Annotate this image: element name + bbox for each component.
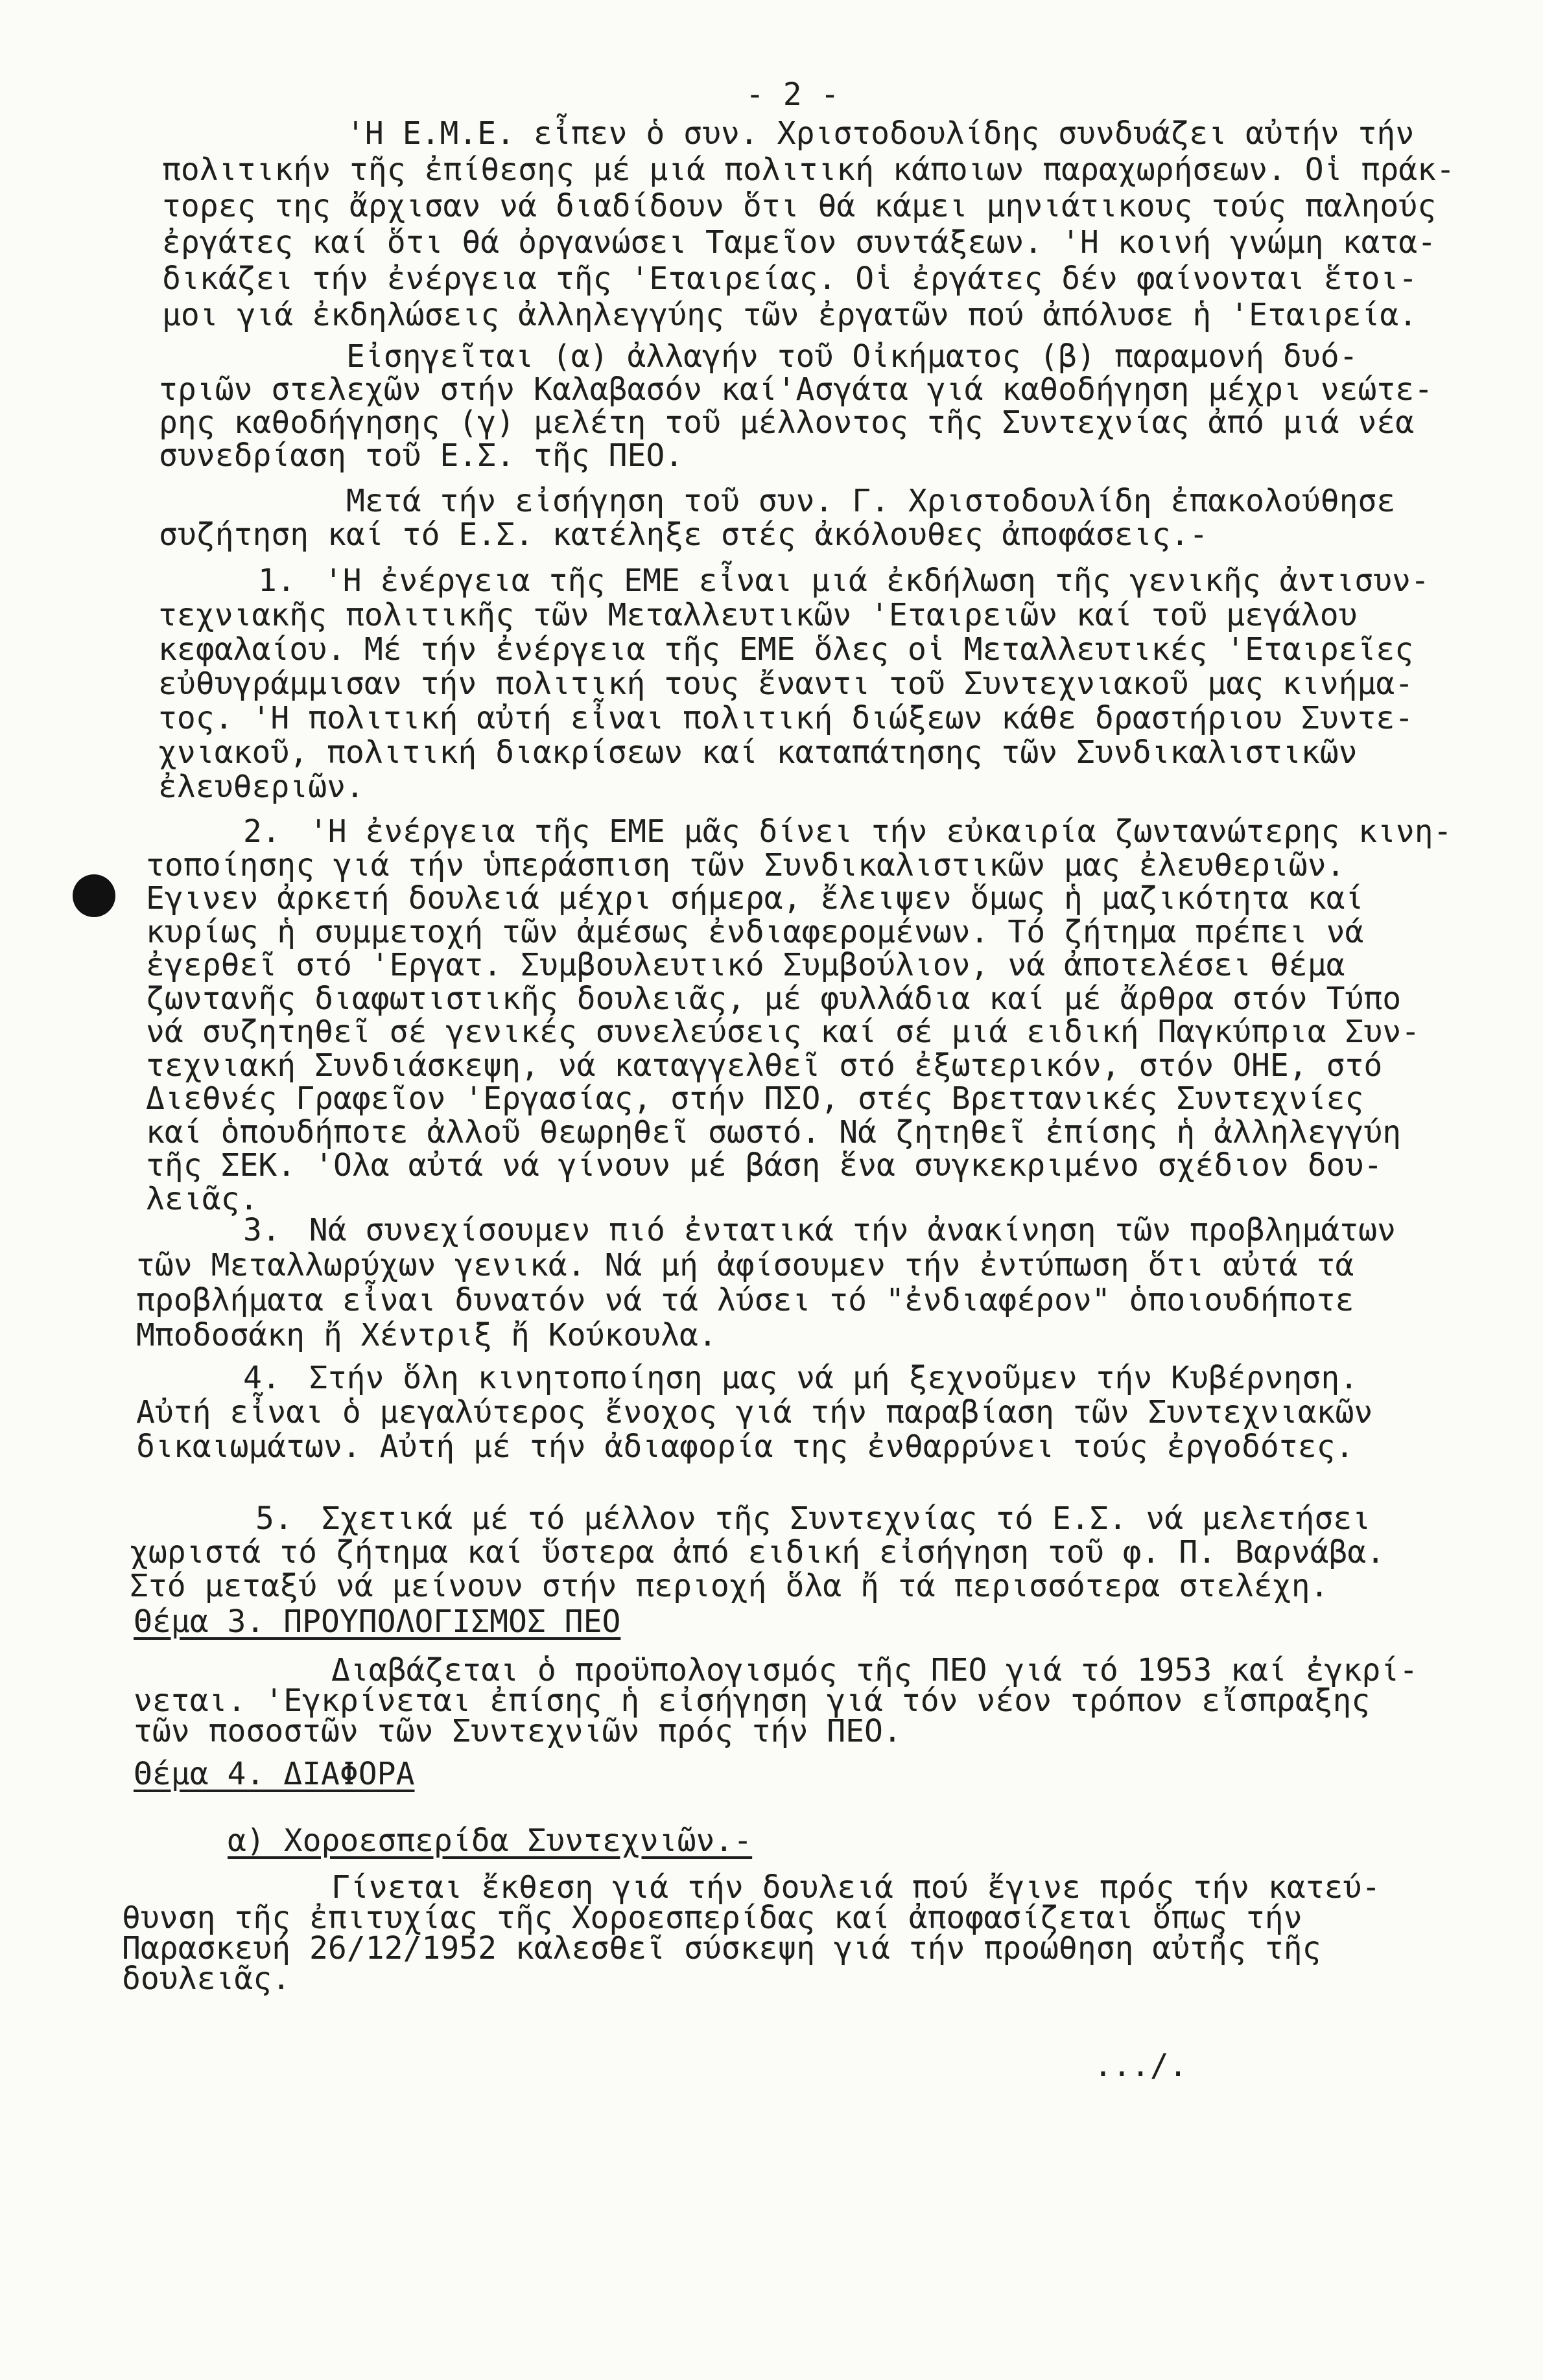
- text-line: Εγινεν ἀρκετή δουλειά μέχρι σήμερα, ἔλειψεν ὅμως ἡ μαζικότητα καί: [146, 880, 1364, 916]
- text-line-content: Σχετικά μέ τό μέλλον τῆς Συντεχνίας τό Ε.Σ. νά μελετήσει: [321, 1500, 1371, 1537]
- text-line: κεφαλαίου. Μέ τήν ἐνέργεια τῆς ΕΜΕ ὅλες οἱ Μεταλλευτικές 'Εταιρεῖες: [158, 631, 1414, 668]
- section-heading: Θέμα 4. ΔΙΑΦΟΡΑ: [134, 1756, 415, 1792]
- text-line: [255, 1502, 1385, 1535]
- decision-item-4: [136, 1361, 1372, 1464]
- text-line: τῆς ΣΕΚ. 'Ολα αὐτά νά γίνουν μέ βάση ἕνα συγκεκριμένο σχέδιον δου-: [146, 1147, 1383, 1184]
- text-line: τῶν Μεταλλωρύχων γενικά. Νά μή ἀφίσουμεν τήν ἐντύπωση ὅτι αὐτά τά: [136, 1247, 1354, 1283]
- text-line: Μποδοσάκη ἤ Χέντριξ ἤ Κούκουλα.: [136, 1317, 717, 1353]
- text-line: [243, 1213, 1396, 1248]
- text-line: νεται. 'Εγκρίνεται ἐπίσης ἡ εἰσήγηση γιά τόν νέον τρόπον εἴσπραξης: [134, 1683, 1371, 1719]
- decision-number: 1.: [258, 563, 296, 599]
- decision-number: 2.: [243, 813, 281, 850]
- text-line: τεχνιακῆς πολιτικῆς τῶν Μεταλλευτικῶν 'Εταιρειῶν καί τοῦ μεγάλου: [158, 597, 1358, 633]
- text-line: τοποίησης γιά τήν ὑπεράσπιση τῶν Συνδικαλιστικῶν μας ἐλευθεριῶν.: [146, 846, 1345, 883]
- text-line: ἐργάτες καί ὅτι θά ὀργανώσει Ταμεῖον συντάξεων. 'Η κοινή γνώμη κατα-: [162, 224, 1437, 261]
- discussion-paragraph: [159, 484, 1395, 552]
- punch-hole-mark: [73, 874, 115, 917]
- text-line-content: 'Η ἐνέργεια τῆς ΕΜΕ μᾶς δίνει τήν εὐκαιρία ζωντανώτερης κινη-: [309, 813, 1452, 850]
- text-line: καί ὁπουδήποτε ἀλλοῦ θεωρηθεῖ σωστό. Νά ζητηθεῖ ἐπίσης ἡ ἀλληλεγγύη: [146, 1114, 1402, 1150]
- text-line: συζήτηση καί τό Ε.Σ. κατέληξε στές ἀκόλουθες ἀποφάσεις.-: [159, 517, 1208, 553]
- text-line: ρης καθοδήγησης (γ) μελέτη τοῦ μέλλοντος τῆς Συντεχνίας ἀπό μιά νέα: [159, 404, 1415, 441]
- decision-number: 5.: [255, 1500, 293, 1537]
- text-line-content: Στήν ὅλη κινητοποίηση μας νά μή ξεχνοῦμεν τήν Κυβέρνηση.: [309, 1360, 1359, 1396]
- text-line: θυνση τῆς ἐπιτυχίας τῆς Χοροεσπερίδας καί ἀποφασίζεται ὅπως τήν: [122, 1900, 1302, 1936]
- text-line: τεχνιακή Συνδιάσκεψη, νά καταγγελθεῖ στό ἐξωτερικόν, στόν ΟΗΕ, στό: [146, 1047, 1383, 1084]
- subsection-heading: α) Χοροεσπερίδα Συντεχνιῶν.-: [228, 1823, 753, 1859]
- text-line: δουλειᾶς.: [122, 1961, 291, 1997]
- text-line: ἐγερθεῖ στό 'Εργατ. Συμβουλευτικό Συμβούλιον, νά ἀποτελέσει θέμα: [146, 947, 1345, 983]
- text-line: [258, 564, 1430, 598]
- decision-item-1: [158, 564, 1430, 804]
- text-line: Μετά τήν εἰσήγηση τοῦ συν. Γ. Χριστοδουλίδη ἐπακολούθησε: [346, 483, 1396, 519]
- section-heading: Θέμα 3. ΠΡΟΥΠΟΛΟΓΙΣΜΟΣ ΠΕΟ: [134, 1604, 621, 1640]
- decision-item-2: [146, 815, 1452, 1216]
- text-line: δικάζει τήν ἐνέργεια τῆς 'Εταιρείας. Οἱ ἐργάτες δέν φαίνονται ἕτοι-: [162, 261, 1418, 297]
- continuation-text: .../.: [1094, 2048, 1188, 2084]
- text-line: ζωντανῆς διαφωτιστικῆς δουλειᾶς, μέ φυλλάδια καί μέ ἄρθρα στόν Τύπο: [146, 980, 1402, 1017]
- text-line: μοι γιά ἐκδηλώσεις ἀλληλεγγύης τῶν ἐργατῶν πού ἀπόλυσε ἡ 'Εταιρεία.: [162, 297, 1418, 333]
- text-line: λειᾶς.: [146, 1180, 259, 1217]
- text-line: πολιτικήν τῆς ἐπίθεσης μέ μιά πολιτική κάποιων παραχωρήσεων. Οἱ πράκ-: [162, 152, 1455, 188]
- text-line: νά συζητηθεῖ σέ γενικές συνελεύσεις καί σέ μιά ειδική Παγκύπρια Συν-: [146, 1014, 1420, 1050]
- text-line: [243, 815, 1452, 849]
- text-line: Παρασκευή 26/12/1952 καλεσθεῖ σύσκεψη γιά τήν προώθηση αὐτῆς τῆς: [122, 1930, 1321, 1966]
- text-line: Εἰσηγεῖται (α) ἀλλαγήν τοῦ Οἰκήματος (β) παραμονή δυό-: [346, 338, 1358, 375]
- text-line: Αὐτή εἶναι ὁ μεγαλύτερος ἔνοχος γιά τήν παραβίαση τῶν Συντεχνιακῶν: [136, 1394, 1373, 1430]
- topic-4-heading: [134, 1757, 414, 1791]
- topic-4-paragraph: [122, 1869, 1381, 1997]
- text-line: χνιακοῦ, πολιτική διακρίσεων καί καταπάτησης τῶν Συνδικαλιστικῶν: [158, 734, 1358, 771]
- decision-item-3: [136, 1213, 1396, 1353]
- text-line: δικαιωμάτων. Αὐτή μέ τήν ἀδιαφορία της ἐνθαρρύνει τούς ἐργοδότες.: [136, 1429, 1354, 1465]
- topic-3-heading: [134, 1605, 620, 1639]
- text-line: Διεθνές Γραφεῖον 'Εργασίας, στήν ΠΣΟ, στές Βρεττανικές Συντεχνίες: [146, 1080, 1364, 1117]
- continuation-mark: [1094, 2049, 1188, 2082]
- text-line: Διαβάζεται ὁ προϋπολογισμός τῆς ΠΕΟ γιά τό 1953 καί ἐγκρί-: [331, 1652, 1419, 1688]
- decision-item-5: [130, 1502, 1385, 1603]
- text-line: συνεδρίαση τοῦ Ε.Σ. τῆς ΠΕΟ.: [159, 438, 684, 474]
- text-line: τῶν ποσοστῶν τῶν Συντεχνιῶν πρός τήν ΠΕΟ.: [134, 1713, 902, 1749]
- text-line: 'Η Ε.Μ.Ε. εἶπεν ὁ συν. Χριστοδουλίδης συνδυάζει αὐτήν τήν: [346, 115, 1415, 152]
- text-line: προβλήματα εἶναι δυνατόν νά τά λύσει τό "ἐνδιαφέρον" ὁποιουδήποτε: [136, 1282, 1354, 1318]
- text-line: τορες της ἄρχισαν νά διαδίδουν ὅτι θά κάμει μηνιάτικους τούς παληούς: [162, 188, 1437, 224]
- text-line: Γίνεται ἔκθεση γιά τήν δουλειά πού ἔγινε πρός τήν κατεύ-: [331, 1869, 1381, 1906]
- text-line: ἐλευθεριῶν.: [158, 769, 364, 805]
- decision-number: 3.: [243, 1212, 281, 1248]
- intro-paragraph: [162, 115, 1455, 333]
- text-line: [243, 1361, 1372, 1395]
- page-number-text: - 2 -: [746, 76, 840, 113]
- proposal-paragraph: [159, 340, 1433, 472]
- text-line-content: Νά συνεχίσουμεν πιό ἐντατικά τήν ἀνακίνηση τῶν προβλημάτων: [309, 1212, 1396, 1248]
- text-line: χωριστά τό ζήτημα καί ὕστερα ἀπό ειδική εἰσήγηση τοῦ φ. Π. Βαρνάβα.: [130, 1534, 1385, 1570]
- text-line-content: 'Η ἐνέργεια τῆς ΕΜΕ εἶναι μιά ἐκδήλωση τῆς γενικῆς ἀντισυν-: [324, 563, 1430, 599]
- text-line: τριῶν στελεχῶν στήν Καλαβασόν καί'Ασγάτα γιά καθοδήγηση μέχρι νεώτε-: [159, 371, 1433, 408]
- text-line: κυρίως ἡ συμμετοχή τῶν ἀμέσως ἐνδιαφερομένων. Τό ζήτημα πρέπει νά: [146, 913, 1364, 950]
- text-line: εὐθυγράμμισαν τήν πολιτική τους ἔναντι τοῦ Συντεχνιακοῦ μας κινήμα-: [158, 666, 1414, 702]
- text-line: τος. 'Η πολιτική αὐτή εἶναι πολιτική διώξεων κάθε δραστήριου Συντε-: [158, 700, 1414, 736]
- decision-number: 4.: [243, 1360, 281, 1396]
- text-line: Στό μεταξύ νά μείνουν στήν περιοχή ὅλα ἤ τά περισσότερα στελέχη.: [130, 1568, 1329, 1604]
- page-number: [746, 76, 840, 113]
- topic-3-paragraph: [134, 1652, 1419, 1749]
- topic-4-subheading: [228, 1824, 752, 1858]
